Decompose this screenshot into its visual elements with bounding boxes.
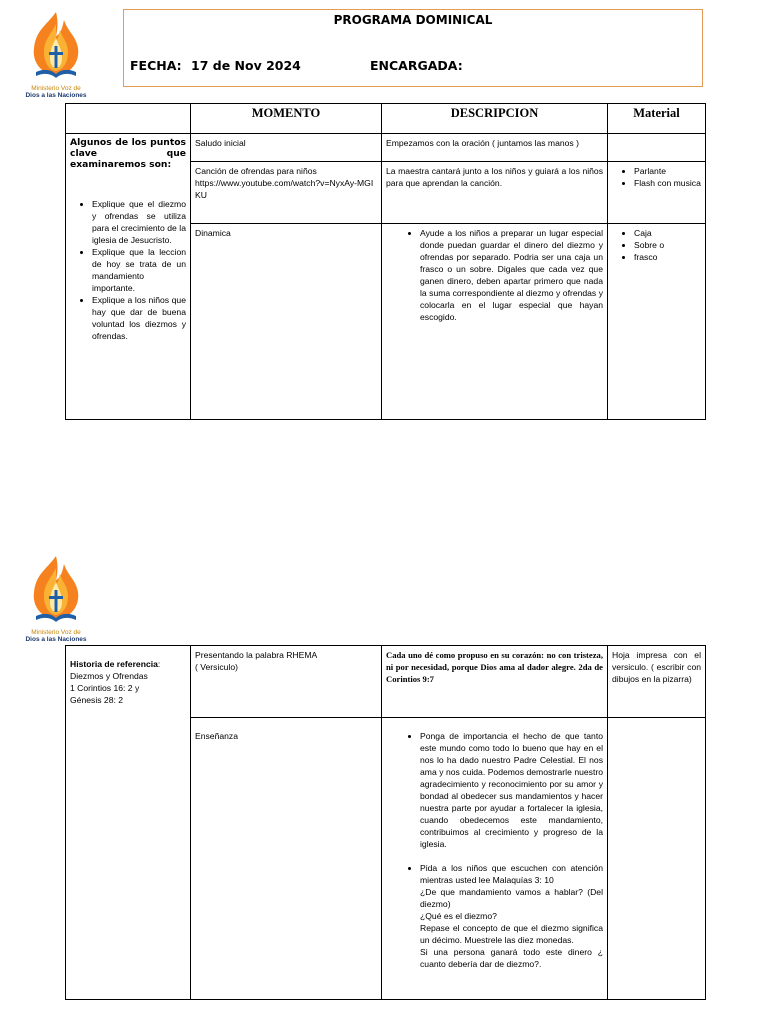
material-rhema: Hoja impresa con el versiculo. ( escribir con dibujos en la pizarra) [608,646,706,718]
header-momento: MOMENTO [191,104,382,134]
keypoint-item: • Explique a los niños que hay que dar de buena voluntad los diezmos y ofrendas. [92,294,186,342]
header-box [123,9,703,87]
reference-lines: Diezmos y Ofrendas 1 Corintios 16: 2 y Génesis 28: 2 [70,671,148,705]
ministry-logo-2 [16,552,96,643]
descripcion-saludo: Empezamos con la oración ( juntamos las manos ) [382,134,608,162]
keypoints-cell [66,134,191,420]
ensenanza-bullet-2 [420,862,603,970]
momento-cancion: Canción de ofrendas para niños https://www.youtube.com/watch?v=NyxAy-MGIKU [191,162,382,224]
material-item: • Flash con musica [634,177,701,189]
material-ensenanza [608,718,706,1000]
logo-line1: Ministerio Voz de [31,629,81,636]
logo-line2: Dios a las Naciones [25,92,87,99]
header-empty-cell [66,104,191,134]
momento-saludo: Saludo inicial [191,134,382,162]
encargada-label: ENCARGADA: [370,58,463,73]
verse-text: Cada uno dé como propuso en su corazón: no con tristeza, ni por necesidad, porque Dios ama al dador alegre. 2da de Corintios 9:7 [382,646,608,718]
ministry-logo [16,8,96,99]
program-title: PROGRAMA DOMINICAL [333,13,493,27]
malaquias-intro: Pida a los niños que escuchen con atención mientras usted lee Malaquías 3: 10 [420,863,603,885]
ensenanza-bullet: • Ponga de importancia el hecho de que tanto este mundo como todo lo bueno que hay en el nos lo ha dado nuestro Padre Celestial. El nos ama y nos cuida. Podemos demostrarle nuestro agradecimiento y reconocimiento por su amor y bondad al obedecer sus mandamientos y hacer nuestra parte por ayudar a fortalecer la iglesia, cuando obedecemos este mandamiento, contribuimos al crecimiento y progreso de la iglesia. [420,730,603,850]
logo-line1: Ministerio Voz de [31,85,81,92]
descripcion-cancion: La maestra cantará junto a los niños y guiará a los niños para que aprendan la canción. [382,162,608,224]
material-saludo [608,134,706,162]
keypoints-title: Algunos de los puntos clave que examinaremos son: [70,137,186,170]
momento-dinamica: Dinamica [191,224,382,420]
lesson-table-1 [65,103,706,420]
keypoint-item: • Explique que la leccion de hoy se trata de un mandamiento importante. [92,246,186,294]
material-item: • Parlante [634,165,701,177]
keypoints-list [70,198,186,342]
descripcion-dinamica [382,224,608,420]
flame-cross-icon [16,8,96,92]
reference-cell: Historia de referencia: Diezmos y Ofrendas 1 Corintios 16: 2 y Génesis 28: 2 [66,646,191,1000]
flame-cross-icon [16,552,96,636]
descripcion-ensenanza [382,718,608,1000]
header-descripcion: DESCRIPCION [382,104,608,134]
keypoint-item: • Explique que el diezmo y ofrendas se utiliza para el crecimiento de la iglesia de Jesucristo. [92,198,186,246]
reference-title: Historia de referencia [70,659,158,669]
momento-rhema: Presentando la palabra RHEMA ( Versiculo) [191,646,382,718]
material-item: • Sobre o [634,239,701,251]
malaquias-questions: ¿De que mandamiento vamos a hablar? (Del diezmo) ¿Qué es el diezmo? Repase el concepto de que el diezmo significa un décimo. Muestrele las diez monedas. Si una persona ganará todo este dinero ¿ cuanto debería dar de diezmo?. [420,887,603,969]
logo-line2: Dios a las Naciones [25,636,87,643]
lesson-table-2 [65,645,706,1000]
header-material: Material [608,104,706,134]
momento-ensenanza: Enseñanza [191,718,382,1000]
material-item: • frasco [634,251,701,263]
fecha-label: FECHA: [130,58,182,73]
material-item: • Caja [634,227,701,239]
material-dinamica [608,224,706,420]
dinamica-bullet: • Ayude a los niños a preparar un lugar especial donde puedan guardar el dinero del diezmo y ofrendas por separado. Podria ser una caja un frasco o un sobre. Digales que cada vez que ganen dinero, deben apartar primero que nada la suma correspondiente al diezmo y ofrendas y colocarla en el lugar especial que hayan escogido. [420,227,603,323]
fecha-value: 17 de Nov 2024 [191,58,301,73]
material-cancion [608,162,706,224]
